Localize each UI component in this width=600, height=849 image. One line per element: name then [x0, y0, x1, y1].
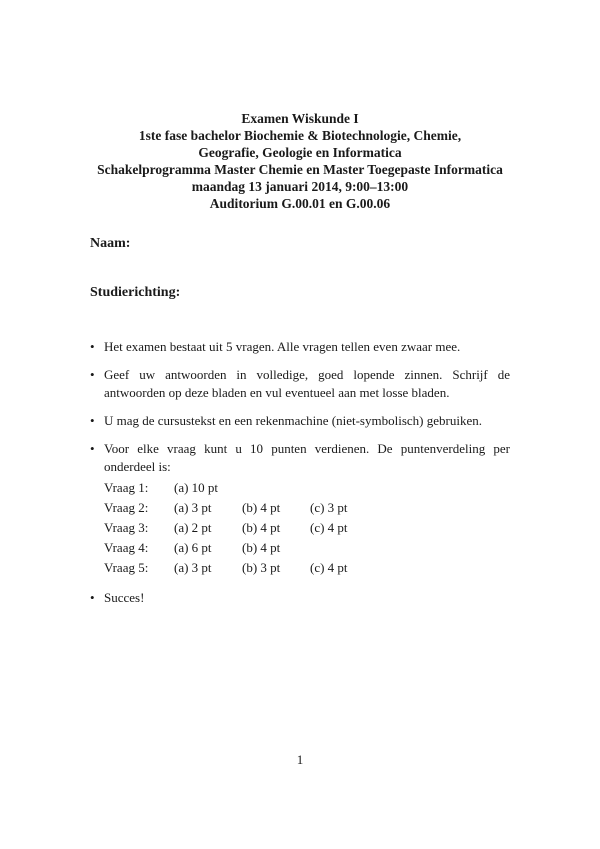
bullet-icon: • [90, 413, 95, 428]
table-row [104, 519, 378, 539]
part-a-points: (a) 3 pt [174, 560, 212, 575]
study-program-field-label: Studierichting: [90, 285, 181, 300]
part-a-points: (a) 3 pt [174, 500, 212, 515]
list-item [90, 589, 510, 607]
page-number: 1 [296, 752, 304, 767]
list-item [90, 440, 510, 579]
question-label: Vraag 3: [104, 520, 149, 535]
part-b-points [242, 479, 310, 499]
bullet-icon: • [90, 590, 95, 605]
part-b-points: (b) 3 pt [242, 560, 281, 575]
list-item [90, 366, 510, 402]
part-c-points [310, 539, 378, 559]
instruction-text: Succes! [104, 590, 145, 605]
table-row [104, 499, 378, 519]
points-distribution-table [104, 479, 378, 579]
instruction-text: U mag de cursustekst en een rekenmachine (niet-symbolisch) gebruiken. [104, 413, 482, 428]
header-line-date: maandag 13 januari 2014, 9:00–13:00 [191, 179, 409, 194]
instruction-text: Geef uw antwoorden in volledige, goed lopende zinnen. Schrijf de antwoorden op deze bladen en vul eventueel aan met losse bladen. [104, 367, 510, 400]
list-item [90, 412, 510, 430]
bullet-icon: • [90, 441, 95, 456]
header-line-program: 1ste fase bachelor Biochemie & Biotechnologie, Chemie, [138, 128, 462, 143]
bullet-icon: • [90, 367, 95, 382]
table-row [104, 559, 378, 579]
part-c-points [310, 479, 378, 499]
instruction-text: Het examen bestaat uit 5 vragen. Alle vragen tellen even zwaar mee. [104, 339, 461, 354]
part-c-points: (c) 4 pt [310, 560, 348, 575]
part-b-points: (b) 4 pt [242, 540, 281, 555]
table-row [104, 479, 378, 499]
exam-header [0, 110, 600, 212]
header-line-location: Auditorium G.00.01 en G.00.06 [209, 196, 391, 211]
name-field-label: Naam: [90, 236, 131, 251]
bullet-icon: • [90, 339, 95, 354]
instructions-list [90, 338, 510, 617]
table-row [104, 539, 378, 559]
question-label: Vraag 1: [104, 480, 149, 495]
part-a-points: (a) 2 pt [174, 520, 212, 535]
question-label: Vraag 2: [104, 500, 149, 515]
part-b-points: (b) 4 pt [242, 520, 281, 535]
list-item [90, 338, 510, 356]
question-label: Vraag 5: [104, 560, 149, 575]
part-a-points: (a) 6 pt [174, 540, 212, 555]
part-a-points: (a) 10 pt [174, 480, 219, 495]
exam-title: Examen Wiskunde I [241, 111, 359, 126]
part-b-points: (b) 4 pt [242, 500, 281, 515]
header-line-schakel: Schakelprogramma Master Chemie en Master Toegepaste Informatica [97, 162, 503, 177]
instruction-text: Voor elke vraag kunt u 10 punten verdienen. De puntenverdeling per onderdeel is: [104, 441, 510, 474]
header-line-program-cont: Geografie, Geologie en Informatica [198, 145, 402, 160]
part-c-points: (c) 4 pt [310, 520, 348, 535]
question-label: Vraag 4: [104, 540, 149, 555]
part-c-points: (c) 3 pt [310, 500, 348, 515]
